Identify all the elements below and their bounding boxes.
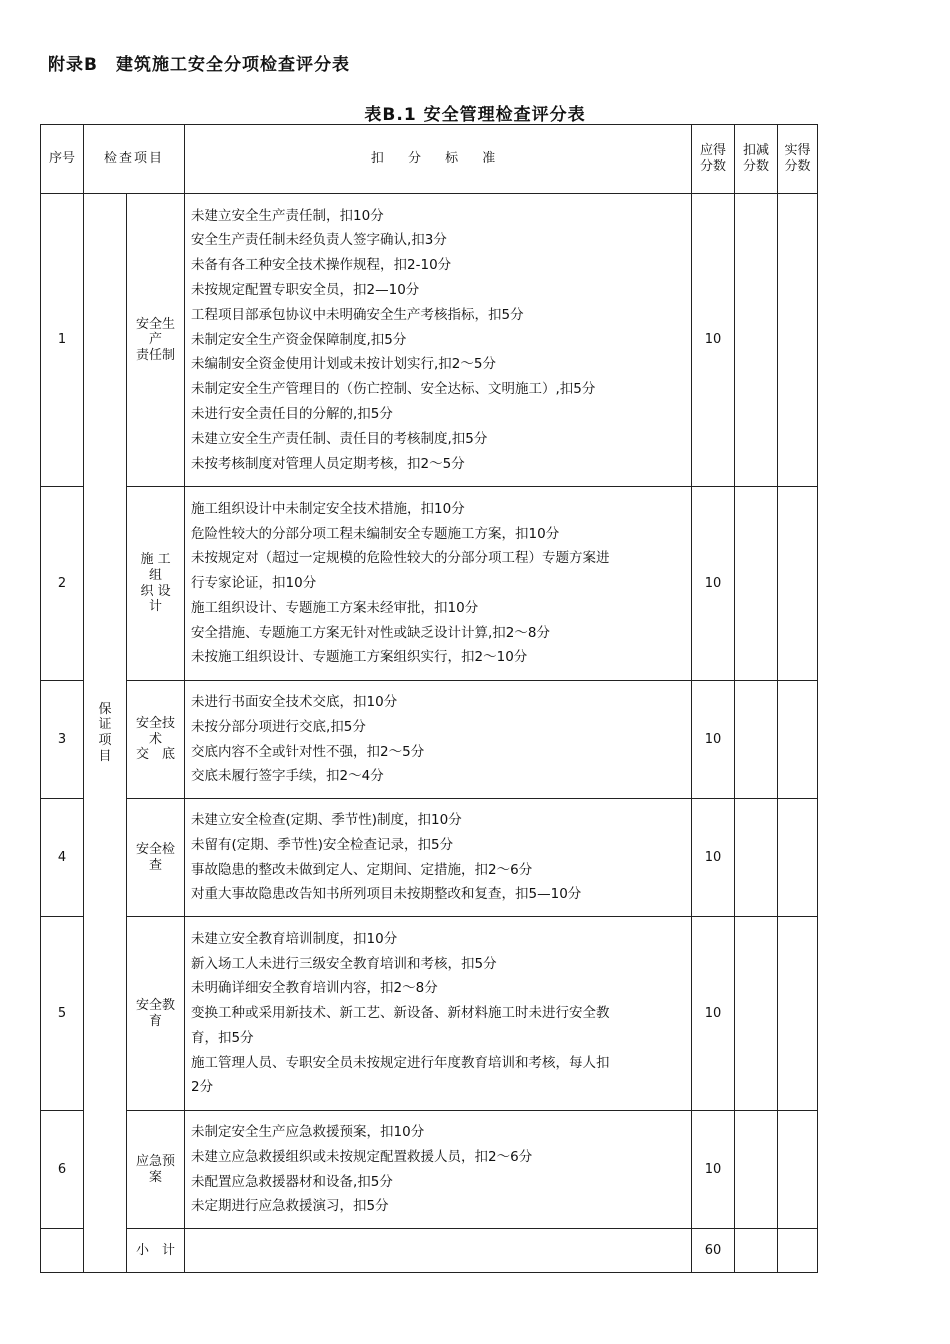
- row-seq: 2: [41, 487, 84, 681]
- row-item-line: 安全技: [136, 716, 176, 732]
- row-item-line: 组: [149, 567, 163, 583]
- criteria-line: 未定期进行应急救援演习，扣5分: [191, 1198, 389, 1215]
- row-max-score: 10: [692, 1111, 735, 1229]
- header-actual: [778, 125, 818, 194]
- row-seq: 4: [41, 799, 84, 917]
- appendix-title: 附录B 建筑施工安全分项检查评分表: [48, 55, 350, 75]
- table-title: 表B.1 安全管理检查评分表: [364, 105, 586, 125]
- group-label-char: 证: [98, 717, 112, 733]
- criteria-line: 未备有各工种安全技术操作规程，扣2-10分: [191, 257, 452, 274]
- row-item-line: 责任制: [136, 347, 176, 363]
- group-label-cell: [84, 194, 127, 1273]
- criteria-line: 未制定安全生产资金保障制度,扣5分: [191, 331, 407, 348]
- criteria-line: 未配置应急救援器材和设备,扣5分: [191, 1173, 393, 1190]
- row-deduct-score[interactable]: [735, 681, 778, 799]
- criteria-line: 未建立安全教育培训制度，扣10分: [191, 930, 398, 947]
- criteria-line: 未进行安全责任目的分解的,扣5分: [191, 405, 393, 422]
- row-criteria: [185, 487, 692, 681]
- table-row: [41, 681, 818, 799]
- criteria-line: 危险性较大的分部分项工程未编制安全专题施工方案，扣10分: [191, 525, 560, 542]
- row-item-line: 计: [149, 599, 163, 615]
- header-deduct-line1: 扣减: [743, 143, 770, 159]
- header-actual-line1: 实得: [784, 143, 811, 159]
- row-item-line: 产: [149, 332, 163, 348]
- table-row: [41, 917, 818, 1111]
- header-max-score-line1: 应得: [700, 143, 727, 159]
- row-item: [127, 681, 185, 799]
- criteria-line: 未建立安全生产责任制，扣10分: [191, 207, 384, 224]
- header-actual-line2: 分数: [784, 159, 811, 174]
- row-item-line: 查: [149, 857, 163, 873]
- row-seq: 5: [41, 917, 84, 1111]
- row-criteria: [185, 917, 692, 1111]
- table-row: [41, 487, 818, 681]
- criteria-line: 未建立安全生产责任制、责任目的考核制度,扣5分: [191, 430, 488, 447]
- row-item-line: 安全检: [136, 841, 176, 857]
- row-seq: 3: [41, 681, 84, 799]
- row-item-line: 安全生: [136, 316, 176, 332]
- row-max-score: 10: [692, 194, 735, 487]
- header-max-score-line2: 分数: [700, 159, 727, 174]
- row-item-line: 交 底: [136, 747, 176, 763]
- criteria-line: 未留有(定期、季节性)安全检查记录，扣5分: [191, 836, 454, 853]
- row-item: [127, 487, 185, 681]
- row-max-score: 10: [692, 917, 735, 1111]
- header-deduct-line2: 分数: [743, 159, 770, 174]
- row-item-line: 织 设: [140, 583, 171, 599]
- row-seq: 1: [41, 194, 84, 487]
- row-item-line: 施 工: [140, 552, 171, 568]
- row-deduct-score[interactable]: [735, 917, 778, 1111]
- criteria-line: 施工管理人员、专职安全员未按规定进行年度教育培训和考核，每人扣: [191, 1054, 610, 1071]
- criteria-line: 未进行书面安全技术交底，扣10分: [191, 693, 398, 710]
- header-standard: [185, 125, 692, 194]
- criteria-line: 交底内容不全或针对性不强，扣2～5分: [191, 743, 425, 760]
- criteria-line: 施工组织设计中未制定安全技术措施，扣10分: [191, 500, 465, 517]
- criteria-line: 未建立应急救援组织或未按规定配置救援人员，扣2～6分: [191, 1148, 533, 1165]
- row-item-line: 应急预: [136, 1153, 176, 1169]
- row-actual-score[interactable]: [778, 917, 818, 1111]
- header-standard-label: 扣 分 标 准: [370, 151, 506, 167]
- criteria-line: 工程项目部承包协议中未明确安全生产考核指标，扣5分: [191, 306, 524, 323]
- criteria-line: 2分: [191, 1079, 214, 1096]
- row-max-score: 10: [692, 799, 735, 917]
- header-seq: 序号: [41, 125, 84, 194]
- row-criteria: [185, 681, 692, 799]
- row-item: [127, 917, 185, 1111]
- row-deduct-score[interactable]: [735, 1111, 778, 1229]
- criteria-line: 未按规定配置专职安全员，扣2—10分: [191, 282, 420, 298]
- criteria-line: 事故隐患的整改未做到定人、定期间、定措施，扣2～6分: [191, 861, 533, 878]
- subtotal-actual-score[interactable]: [778, 1229, 818, 1273]
- header-deduct: [735, 125, 778, 194]
- header-max-score: [692, 125, 735, 194]
- criteria-line: 新入场工人未进行三级安全教育培训和考核，扣5分: [191, 955, 497, 972]
- table-row: [41, 799, 818, 917]
- group-label-char: 项: [98, 733, 112, 748]
- group-label-char: 保: [98, 701, 112, 717]
- criteria-line: 未按施工组织设计、专题施工方案组织实行，扣2～10分: [191, 649, 528, 666]
- table-row: [41, 1111, 818, 1229]
- subtotal-seq: [41, 1229, 84, 1273]
- header-item: [84, 125, 185, 194]
- row-actual-score[interactable]: [778, 799, 818, 917]
- subtotal-score: 60: [692, 1229, 735, 1273]
- criteria-line: 对重大事故隐患改告知书所列项目未按期整改和复查，扣5—10分: [191, 886, 582, 903]
- row-item: [127, 799, 185, 917]
- row-actual-score[interactable]: [778, 194, 818, 487]
- criteria-line: 未制定安全生产管理目的（伤亡控制、安全达标、文明施工）,扣5分: [191, 381, 596, 398]
- criteria-line: 未明确详细安全教育培训内容，扣2～8分: [191, 980, 438, 997]
- criteria-line: 交底未履行签字手续，扣2～4分: [191, 768, 384, 785]
- criteria-line: 变换工种或采用新技术、新工艺、新设备、新材料施工时未进行安全教: [191, 1005, 610, 1022]
- criteria-line: 未按分部分项进行交底,扣5分: [191, 718, 366, 735]
- header-item-label: 检查项目: [104, 151, 165, 167]
- row-deduct-score[interactable]: [735, 194, 778, 487]
- criteria-line: 未编制安全资金使用计划或未按计划实行,扣2～5分: [191, 356, 496, 373]
- row-item: [127, 1111, 185, 1229]
- criteria-line: 未按规定对（超过一定规模的危险性较大的分部分项工程）专题方案进: [191, 550, 610, 567]
- row-deduct-score[interactable]: [735, 799, 778, 917]
- row-actual-score[interactable]: [778, 681, 818, 799]
- row-criteria: [185, 194, 692, 487]
- subtotal-row: [41, 1229, 818, 1273]
- criteria-line: 未建立安全检查(定期、季节性)制度，扣10分: [191, 811, 462, 828]
- row-max-score: 10: [692, 681, 735, 799]
- row-seq: 6: [41, 1111, 84, 1229]
- row-deduct-score[interactable]: [735, 487, 778, 681]
- row-criteria: [185, 799, 692, 917]
- subtotal-deduct-score[interactable]: [735, 1229, 778, 1273]
- row-actual-score[interactable]: [778, 487, 818, 681]
- row-item-line: 育: [149, 1013, 163, 1029]
- criteria-line: 未按考核制度对管理人员定期考核，扣2～5分: [191, 455, 465, 472]
- row-item-line: 安全教: [136, 997, 176, 1013]
- subtotal-criteria: [185, 1229, 692, 1273]
- criteria-line: 育，扣5分: [191, 1029, 254, 1046]
- header-row: [41, 125, 818, 194]
- criteria-line: 安全生产责任制未经负责人签字确认,扣3分: [191, 232, 447, 249]
- row-max-score: 10: [692, 487, 735, 681]
- safety-management-score-table: [40, 124, 818, 1273]
- subtotal-label: 小 计: [127, 1229, 185, 1273]
- row-item-line: 术: [149, 731, 163, 747]
- criteria-line: 安全措施、专题施工方案无针对性或缺乏设计计算,扣2～8分: [191, 624, 550, 641]
- table-row: [41, 194, 818, 487]
- criteria-line: 施工组织设计、专题施工方案未经审批，扣10分: [191, 599, 479, 616]
- row-item: [127, 194, 185, 487]
- row-item-line: 案: [149, 1169, 163, 1185]
- criteria-line: 行专家论证，扣10分: [191, 575, 317, 592]
- group-label-char: 目: [98, 748, 112, 764]
- row-criteria: [185, 1111, 692, 1229]
- criteria-line: 未制定安全生产应急救援预案，扣10分: [191, 1123, 425, 1140]
- row-actual-score[interactable]: [778, 1111, 818, 1229]
